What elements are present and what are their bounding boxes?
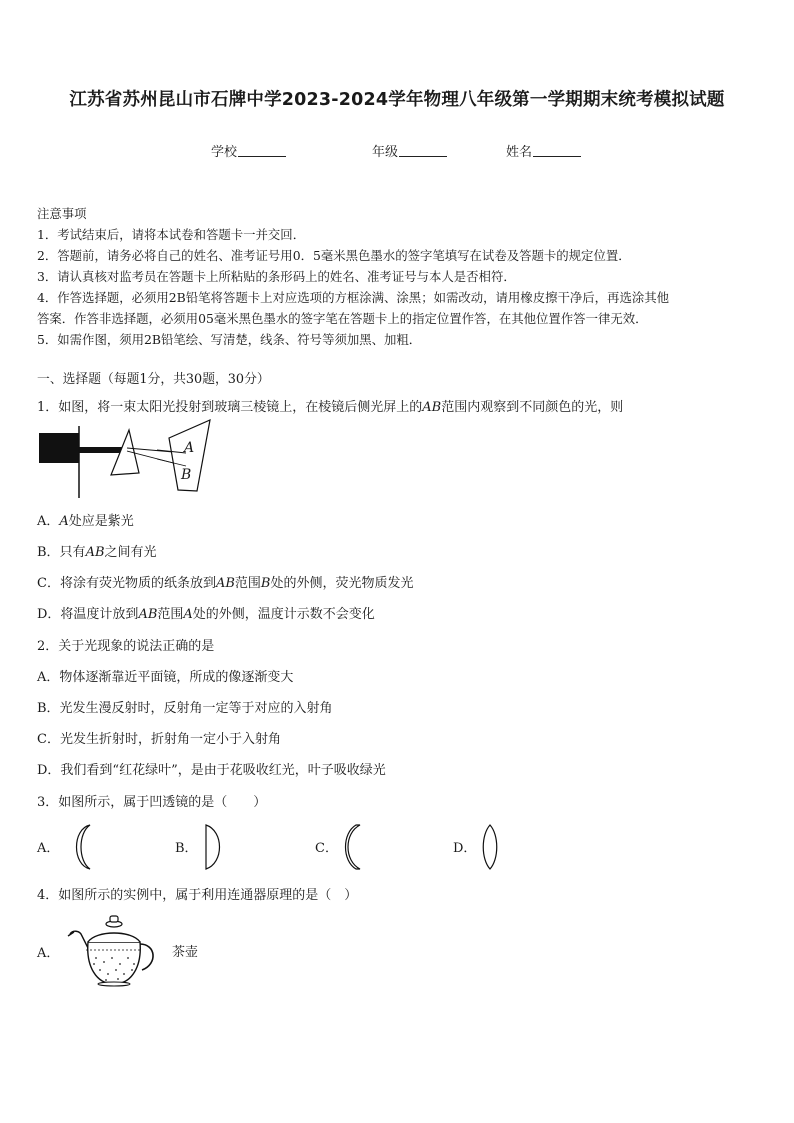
question-1-stem [37,396,623,415]
notes-item: 2．答题前，请务必将自己的姓名、准考证号用0．5毫米黑色墨水的签字笔填写在试卷及答题卡的规定位置． [37,248,631,263]
q3-option-b-label[interactable]: B． [175,841,198,856]
q3-option-a-label[interactable]: A． [37,841,60,856]
option-prefix: B．只有 [37,545,86,560]
q2-option-b[interactable]: B．光发生漫反射时，反射角一定等于对应的入射角 [37,701,333,716]
section-heading: 一、选择题（每题1分，共30题，30分） [37,372,270,387]
notes-item: 3．请认真核对监考员在答题卡上所粘贴的条形码上的姓名、准考证号与本人是否相符． [37,269,516,284]
grade-blank[interactable] [399,144,447,157]
notes-item: 1．考试结束后，请将本试卷和答题卡一并交回． [37,227,306,242]
page-title: 江苏省苏州昆山市石牌中学2023-2024学年物理八年级第一学期期末统考模拟试题 [69,90,725,110]
question-3-stem: 3．如图所示，属于凹透镜的是（ ） [37,795,267,810]
name-label: 姓名 [506,145,533,160]
q3-option-c-label[interactable]: C． [315,841,338,856]
figure-label-b: B [181,467,192,483]
prism-figure [37,418,217,500]
option-var: AB [138,607,158,622]
option-var: A [183,607,193,622]
concave-lens-icon [340,823,364,871]
name-blank[interactable] [533,144,581,157]
notes-heading: 注意事项 [37,206,87,221]
school-blank[interactable] [238,144,286,157]
teapot-icon [62,912,158,988]
notes-item: 5．如需作图，须用2B铅笔绘、写清楚，线条、符号等须加黑、加粗． [37,332,422,347]
figure-label-a: A [184,440,195,456]
option-text: 范围 [234,576,261,591]
q1-option-d[interactable] [37,603,375,622]
q1-stem-text: 1．如图，将一束太阳光投射到玻璃三棱镜上，在棱镜后侧光屏上的 [37,400,423,415]
school-label: 学校 [211,145,238,160]
notes-section [37,203,669,350]
option-prefix: D．将温度计放到 [37,607,139,622]
school-field[interactable] [211,141,286,160]
q3-option-d-label[interactable]: D． [453,841,477,856]
biconvex-lens-icon [480,823,500,871]
q1-option-b[interactable] [37,541,157,560]
q2-option-d[interactable]: D．我们看到“红花绿叶”，是由于花吸收红光，叶子吸收绿光 [37,763,386,778]
plano-convex-lens-icon [202,823,226,871]
option-text: 范围 [157,607,184,622]
question-2-stem: 2．关于光现象的说法正确的是 [37,639,215,654]
grade-label: 年级 [372,145,399,160]
q4-option-a-label[interactable]: A． [37,946,60,961]
question-4-stem: 4．如图所示的实例中，属于利用连通器原理的是（ ） [37,888,358,903]
crescent-lens-icon [64,823,96,871]
notes-item: 答案．作答非选择题，必须用05毫米黑色墨水的签字笔在答题卡上的指定位置作答，在其他位置作答一律无效． [37,311,648,326]
q1-stem-text-2: 范围内观察到不同颜色的光，则 [441,400,624,415]
option-text: 处应是紫光 [68,514,134,529]
q2-option-a[interactable]: A．物体逐渐靠近平面镜，所成的像逐渐变大 [37,670,294,685]
light-source-block [39,433,79,463]
option-var: AB [85,545,105,560]
q1-stem-var: AB [422,400,442,415]
q2-option-c[interactable]: C．光发生折射时，折射角一定小于入射角 [37,732,281,747]
option-prefix: A． [37,514,60,529]
q4-option-a-text: 茶壶 [172,945,199,960]
option-text: 处的外侧，荧光物质发光 [270,576,414,591]
option-var: A [59,514,69,529]
notes-item: 4．作答选择题，必须用2B铅笔将答题卡上对应选项的方框涂满、涂黑；如需改动，请用橡皮擦干净后，再选涂其他 [37,290,670,305]
option-text: 之间有光 [104,545,157,560]
grade-field[interactable] [372,141,447,160]
option-text: 处的外侧，温度计示数不会变化 [192,607,375,622]
option-var: AB [215,576,235,591]
option-prefix: C．将涂有荧光物质的纸条放到 [37,576,216,591]
name-field[interactable] [506,141,581,160]
q1-option-c[interactable] [37,572,414,591]
q1-option-a[interactable] [37,510,134,529]
option-var: B [260,576,271,591]
